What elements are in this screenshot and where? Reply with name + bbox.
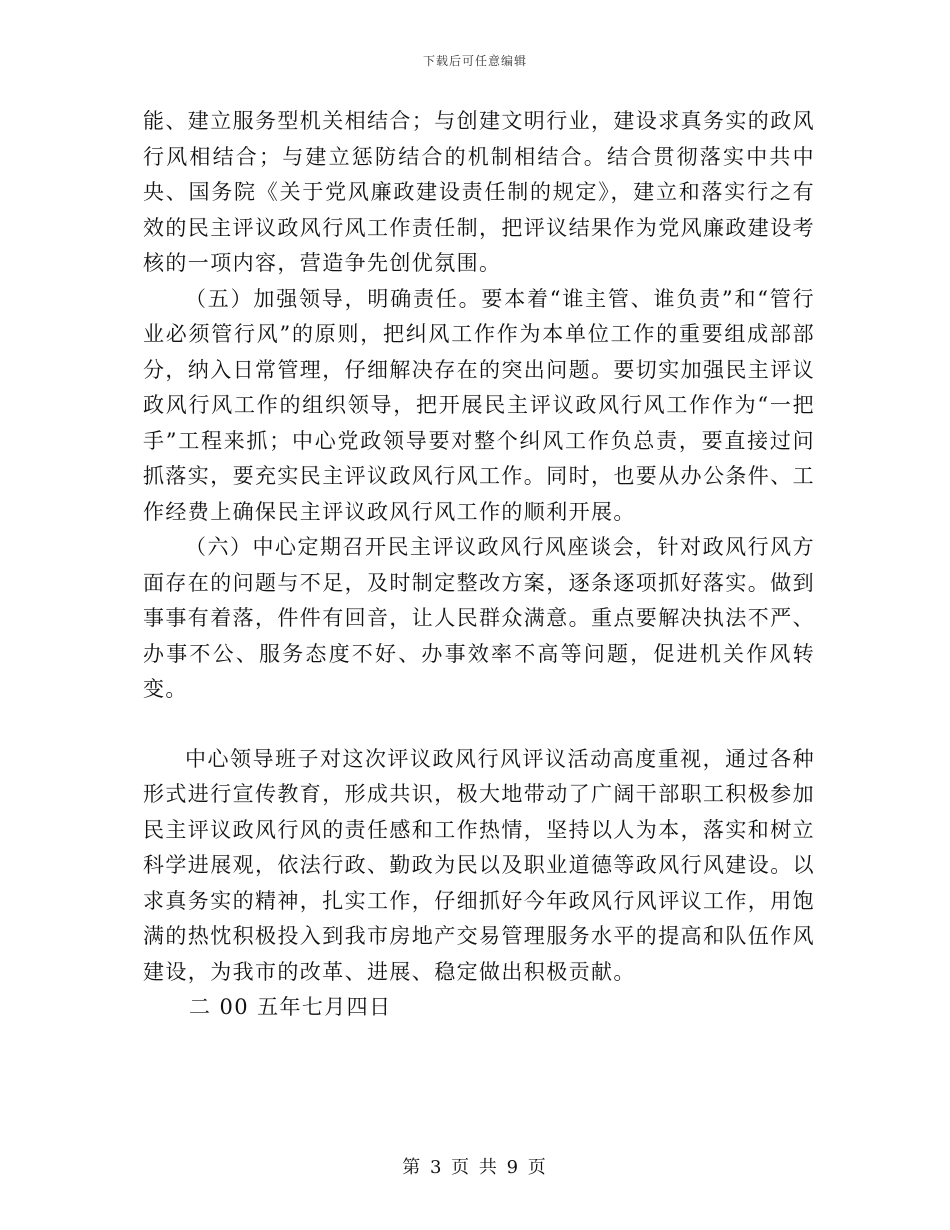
document-body xyxy=(143,104,815,1026)
paragraph-section-five: （五）加强领导，明确责任。要本着“谁主管、谁负责”和“管行业必须管行风”的原则，把纠风工作作为本单位工作的重要组成部部分，纳入日常管理，仔细解决存在的突出问题。要切实加强民主评议政风行风工作的组织领导，把开展民主评议政风行风工作作为“一把手”工程来抓；中心党政领导要对整个纠风工作负总责，要直接过问抓落实，要充实民主评议政风行风工作。同时，也要从办公条件、工作经费上确保民主评议政风行风工作的顺利开展。 xyxy=(143,286,815,524)
paragraph-gap xyxy=(143,708,815,742)
paragraph-continued: 能、建立服务型机关相结合；与创建文明行业，建设求真务实的政风行风相结合；与建立惩防结合的机制相结合。结合贯彻落实中共中央、国务院《关于党风廉政建设责任制的规定》，建立和落实行之有效的民主评议政风行风工作责任制，把评议结果作为党风廉政建设考核的一项内容，营造争先创优氛围。 xyxy=(143,109,815,275)
paragraph-section-six: （六）中心定期召开民主评议政风行风座谈会，针对政风行风方面存在的问题与不足，及时制定整改方案，逐条逐项抓好落实。做到事事有着落，件件有回音，让人民群众满意。重点要解决执法不严、办事不公、服务态度不好、办事效率不高等问题，促进机关作风转变。 xyxy=(143,535,815,701)
page-header-note: 下载后可任意编辑 xyxy=(422,54,527,68)
paragraph-conclusion: 中心领导班子对这次评议政风行风评议活动高度重视，通过各种形式进行宣传教育，形成共识，极大地带动了广阔干部职工积极参加民主评议政风行风的责任感和工作热情，坚持以人为本，落实和树立科学进展观，依法行政、勤政为民以及职业道德等政风行风建设。以求真务实的精神，扎实工作，仔细抓好今年政风行风评议工作，用饱满的热忱积极投入到我市房地产交易管理服务水平的提高和队伍作风建设，为我市的改革、进展、稳定做出积极贡献。 xyxy=(143,746,815,984)
document-date: 二 00 五年七月四日 xyxy=(189,995,392,1019)
page-number-footer: 第 3 页 共 9 页 xyxy=(402,1157,548,1178)
